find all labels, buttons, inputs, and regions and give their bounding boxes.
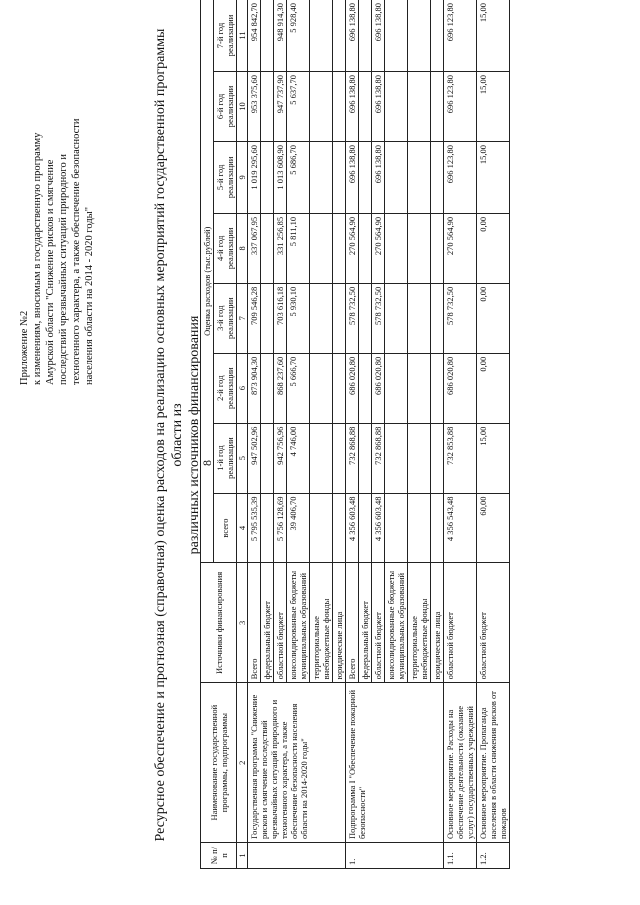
row-number: 1.2. [477, 843, 510, 869]
program-name: Основное мероприятие. Расходы на обеспечение деятельности (оказание услуг) государственных учреждений [444, 683, 477, 843]
index-cell: 10 [237, 72, 248, 142]
amount-cell: 686 020,80 [444, 353, 477, 423]
header-source: Источники финансирования [201, 563, 237, 683]
amount-cell: 732 868,88 [372, 423, 385, 493]
index-cell: 9 [237, 141, 248, 213]
amount-cell: 578 732,50 [346, 283, 359, 353]
amount-cell [310, 72, 333, 142]
index-cell: 4 [237, 493, 248, 563]
amount-cell: 953 375,60 [248, 72, 261, 142]
header-year: 3-й год реализации [214, 283, 237, 353]
amount-cell [333, 72, 346, 142]
appendix-line: Амурской области "Снижение рисков и смягчение [45, 159, 56, 385]
funding-source: консолидированные бюджеты муниципальных образований [287, 563, 310, 683]
amount-cell: 15,00 [477, 141, 510, 213]
amount-cell [310, 141, 333, 213]
amount-cell [310, 213, 333, 283]
amount-cell: 270 564,90 [346, 213, 359, 283]
amount-cell [408, 283, 431, 353]
amount-cell [261, 493, 274, 563]
amount-cell [333, 283, 346, 353]
funding-source: федеральный бюджет [261, 563, 274, 683]
amount-cell: 696 123,80 [444, 0, 477, 72]
amount-cell: 947 737,90 [274, 72, 287, 142]
amount-cell: 5 930,10 [287, 283, 310, 353]
amount-cell: 1 013 608,90 [274, 141, 287, 213]
header-num: № п/п [201, 843, 237, 869]
funding-source: юридические лица [333, 563, 346, 683]
amount-cell: 732 853,88 [444, 423, 477, 493]
amount-cell: 5 756 128,69 [274, 493, 287, 563]
amount-cell [310, 0, 333, 72]
amount-cell: 337 067,95 [248, 213, 261, 283]
amount-cell [359, 493, 372, 563]
header-year: 6-й год реализации [214, 72, 237, 142]
row-number: 1. [346, 843, 444, 869]
title-line: Ресурсное обеспечение и прогнозная (справочная) оценка расходов на реализацию основных мероприятий государственной программы области из [153, 28, 185, 842]
document-title [152, 5, 203, 865]
index-cell: 6 [237, 353, 248, 423]
amount-cell [310, 493, 333, 563]
index-cell: 5 [237, 423, 248, 493]
amount-cell [408, 72, 431, 142]
amount-cell [359, 141, 372, 213]
index-row [237, 0, 248, 869]
amount-cell: 732 868,88 [346, 423, 359, 493]
amount-cell [333, 0, 346, 72]
appendix-note [18, 15, 96, 385]
amount-cell [261, 283, 274, 353]
amount-cell: 578 732,50 [372, 283, 385, 353]
funding-source: федеральный бюджет [359, 563, 372, 683]
amount-cell: 5 666,70 [287, 353, 310, 423]
header-group: Оценка расходов (тыс.рублей) [201, 0, 214, 563]
amount-cell: 868 237,60 [274, 353, 287, 423]
amount-cell: 0,00 [477, 353, 510, 423]
amount-cell: 4 356 543,48 [444, 493, 477, 563]
amount-cell [385, 423, 408, 493]
appendix-line: населения области на 2014 - 2020 годы" [84, 207, 95, 385]
amount-cell: 5 637,70 [287, 72, 310, 142]
amount-cell: 696 123,80 [444, 72, 477, 142]
table-row [477, 0, 510, 869]
amount-cell: 942 756,96 [274, 423, 287, 493]
program-name: Основное мероприятие. Пропаганда населения в области снижения рисков от пожаров [477, 683, 510, 843]
funding-source: областной бюджет [477, 563, 510, 683]
amount-cell: 948 914,30 [274, 0, 287, 72]
amount-cell [431, 283, 444, 353]
amount-cell: 15,00 [477, 423, 510, 493]
amount-cell: 270 564,90 [444, 213, 477, 283]
amount-cell: 696 138,80 [346, 141, 359, 213]
appendix-line: последствий чрезвычайных ситуаций природного и [58, 154, 69, 385]
funding-source: областной бюджет [372, 563, 385, 683]
amount-cell [333, 353, 346, 423]
header-total: всего [214, 493, 237, 563]
row-number: 1.1. [444, 843, 477, 869]
row-number [248, 843, 346, 869]
amount-cell: 1 019 295,60 [248, 141, 261, 213]
amount-cell: 39 406,70 [287, 493, 310, 563]
amount-cell [385, 141, 408, 213]
amount-cell: 15,00 [477, 72, 510, 142]
amount-cell [359, 72, 372, 142]
amount-cell [385, 493, 408, 563]
amount-cell [385, 0, 408, 72]
amount-cell [310, 283, 333, 353]
appendix-line: Приложение №2 [19, 310, 30, 385]
amount-cell [261, 0, 274, 72]
amount-cell [431, 141, 444, 213]
amount-cell: 0,00 [477, 213, 510, 283]
amount-cell [333, 141, 346, 213]
amount-cell: 873 904,30 [248, 353, 261, 423]
amount-cell [408, 353, 431, 423]
funding-source: территориальные внебюджетные фонды [408, 563, 431, 683]
amount-cell: 5 795 535,39 [248, 493, 261, 563]
amount-cell [333, 493, 346, 563]
header-year: 1-й год реализации [214, 423, 237, 493]
program-name: Государственная программа "Снижение рисков и смягчение последствий чрезвычайных ситуаций природного и техногенного характера, а также обеспечение безопасности населения области на 2014-2020 годы" [248, 683, 346, 843]
amount-cell: 15,00 [477, 0, 510, 72]
amount-cell: 5 928,40 [287, 0, 310, 72]
amount-cell [408, 213, 431, 283]
program-name: Подпрограмма I "Обеспечение пожарной безопасности" [346, 683, 444, 843]
funding-source: юридические лица [431, 563, 444, 683]
amount-cell [261, 213, 274, 283]
appendix-line: техногенного характера, а также обеспечение безопасности [71, 118, 82, 385]
funding-source: территориальные внебюджетные фонды [310, 563, 333, 683]
amount-cell: 5 686,70 [287, 141, 310, 213]
amount-cell [385, 213, 408, 283]
header-year: 7-й год реализации [214, 0, 237, 72]
amount-cell [333, 423, 346, 493]
amount-cell: 331 256,85 [274, 213, 287, 283]
amount-cell: 954 842,70 [248, 0, 261, 72]
amount-cell [385, 353, 408, 423]
amount-cell: 5 811,10 [287, 213, 310, 283]
amount-cell [310, 353, 333, 423]
amount-cell [408, 423, 431, 493]
page-number: 8 [200, 460, 214, 466]
header-year: 5-й год реализации [214, 141, 237, 213]
header-name: Наименование государственной программы, подпрограммы [201, 683, 237, 843]
funding-source: консолидированные бюджеты муниципальных образований [385, 563, 408, 683]
title-line: различных источников финансирования [187, 315, 202, 555]
index-cell: 7 [237, 283, 248, 353]
amount-cell [359, 283, 372, 353]
funding-source: Всего [248, 563, 261, 683]
amount-cell [408, 0, 431, 72]
amount-cell: 696 123,80 [444, 141, 477, 213]
amount-cell [431, 353, 444, 423]
resource-table [200, 0, 510, 869]
funding-source: Всего [346, 563, 359, 683]
amount-cell [261, 423, 274, 493]
amount-cell: 60,00 [477, 493, 510, 563]
amount-cell: 696 138,80 [372, 141, 385, 213]
amount-cell: 4 356 603,48 [346, 493, 359, 563]
funding-source: областной бюджет [274, 563, 287, 683]
amount-cell [359, 0, 372, 72]
header-year: 4-й год реализации [214, 213, 237, 283]
amount-cell [408, 141, 431, 213]
amount-cell [261, 353, 274, 423]
amount-cell [310, 423, 333, 493]
amount-cell [261, 141, 274, 213]
table-body [248, 0, 510, 869]
index-cell: 3 [237, 563, 248, 683]
funding-source: областной бюджет [444, 563, 477, 683]
index-cell: 8 [237, 213, 248, 283]
amount-cell [431, 423, 444, 493]
appendix-line: к изменениям, вносимым в государственную программу [32, 132, 43, 385]
amount-cell: 686 020,80 [346, 353, 359, 423]
amount-cell: 4 746,00 [287, 423, 310, 493]
amount-cell: 0,00 [477, 283, 510, 353]
amount-cell [359, 213, 372, 283]
amount-cell [385, 72, 408, 142]
amount-cell: 696 138,80 [346, 0, 359, 72]
table-row [444, 0, 477, 869]
amount-cell: 696 138,80 [346, 72, 359, 142]
table-row [346, 0, 359, 869]
amount-cell [385, 283, 408, 353]
index-cell: 1 [237, 843, 248, 869]
amount-cell: 270 564,90 [372, 213, 385, 283]
amount-cell: 947 502,96 [248, 423, 261, 493]
amount-cell: 4 356 603,48 [372, 493, 385, 563]
amount-cell: 696 138,80 [372, 0, 385, 72]
amount-cell [359, 423, 372, 493]
amount-cell: 686 020,80 [372, 353, 385, 423]
amount-cell: 696 138,80 [372, 72, 385, 142]
amount-cell [431, 72, 444, 142]
amount-cell [333, 213, 346, 283]
header-year: 2-й год реализации [214, 353, 237, 423]
amount-cell [359, 353, 372, 423]
amount-cell [408, 493, 431, 563]
index-cell: 11 [237, 0, 248, 72]
table-row [248, 0, 261, 869]
amount-cell: 703 616,18 [274, 283, 287, 353]
index-cell: 2 [237, 683, 248, 843]
amount-cell [431, 213, 444, 283]
amount-cell: 709 546,28 [248, 283, 261, 353]
amount-cell [431, 493, 444, 563]
amount-cell [431, 0, 444, 72]
amount-cell [261, 72, 274, 142]
amount-cell: 578 732,50 [444, 283, 477, 353]
